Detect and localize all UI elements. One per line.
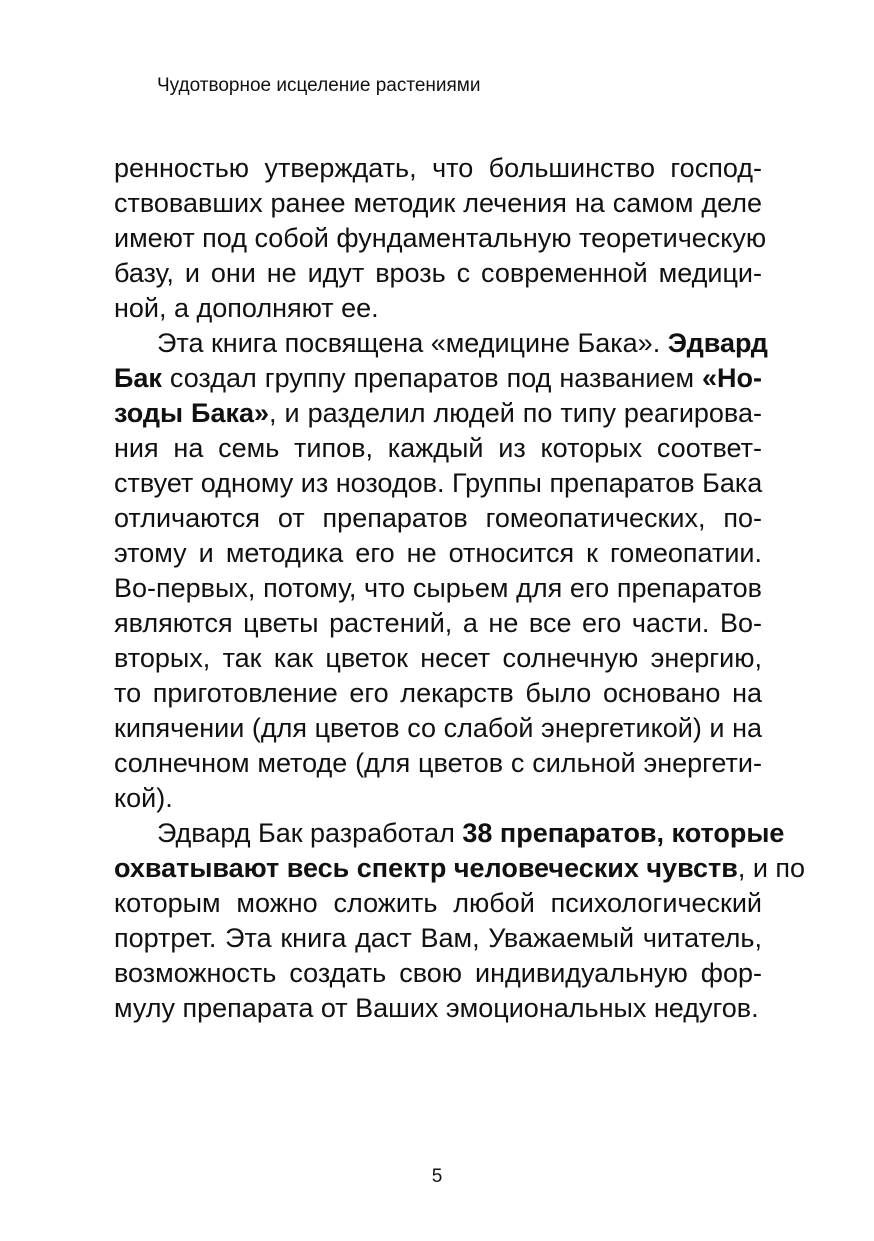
text-run: портрет. Эта книга даст Вам, Уважаемый читатель, xyxy=(114,923,762,953)
text-line xyxy=(114,711,762,746)
text-run: создал группу препаратов под названием xyxy=(161,363,702,393)
text-run: которым можно сложить любой психологический xyxy=(114,888,762,918)
text-line xyxy=(114,991,762,1026)
text-run: кой). xyxy=(114,783,173,813)
text-line xyxy=(114,816,785,851)
text-run: возможность создать свою индивидуальную фор- xyxy=(114,958,762,988)
text-run: имеют под собой фундаментальную теоретическую xyxy=(114,223,767,253)
text-line xyxy=(114,641,762,676)
text-run: Эдвард Бак разработал xyxy=(157,818,463,848)
text-run: ной, а дополняют ее. xyxy=(114,293,379,323)
text-line xyxy=(114,326,768,361)
text-run: , и по xyxy=(737,853,806,883)
text-run: Эта книга посвящена «медицине Бака». xyxy=(157,328,668,358)
text-line xyxy=(114,606,762,641)
paragraph xyxy=(114,816,806,1026)
text-run: ния на семь типов, каждый из которых соответ- xyxy=(114,433,762,463)
text-run: ренностью утверждать, что большинство господ- xyxy=(114,153,762,183)
text-line xyxy=(114,396,762,431)
text-line xyxy=(114,361,762,396)
bold-text: Эдвард xyxy=(667,328,768,358)
text-line xyxy=(114,501,762,536)
text-run: базу, и они не идут врозь с современной медици- xyxy=(114,258,762,288)
text-line xyxy=(114,186,762,221)
text-line xyxy=(114,256,762,291)
bold-text: «Но- xyxy=(702,363,762,393)
body-text xyxy=(114,151,806,1026)
text-run: солнечном методе (для цветов с сильной энергети- xyxy=(114,748,762,778)
text-run: Во-первых, потому, что сырьем для его препаратов xyxy=(114,573,762,603)
text-line xyxy=(114,431,762,466)
text-line xyxy=(114,921,762,956)
text-run: мулу препарата от Ваших эмоциональных недугов. xyxy=(114,993,759,1023)
bold-text: Бак xyxy=(114,363,162,393)
text-line xyxy=(114,746,762,781)
text-run: то приготовление его лекарств было основано на xyxy=(114,678,762,708)
text-run: ствовавших ранее методик лечения на самом деле xyxy=(114,188,762,218)
text-run: кипячении (для цветов со слабой энергетикой) и на xyxy=(114,713,762,743)
bold-text: 38 препаратов, которые xyxy=(462,818,785,848)
text-line xyxy=(114,851,806,886)
text-line xyxy=(114,151,762,186)
text-run: отличаются от препаратов гомеопатических, по- xyxy=(114,503,762,533)
bold-text: охватывают весь спектр человеческих чувств xyxy=(114,853,738,883)
text-line xyxy=(114,291,762,326)
text-line xyxy=(114,571,762,606)
running-header: Чудотворное исцеление растениями xyxy=(157,75,481,96)
page-number: 5 xyxy=(431,1166,443,1187)
text-line xyxy=(114,676,762,711)
text-line xyxy=(114,536,762,571)
paragraph xyxy=(114,151,767,326)
text-run: вторых, так как цветок несет солнечную энергию, xyxy=(114,643,762,673)
text-run: являются цветы растений, а не все его части. Во- xyxy=(114,608,762,638)
text-line xyxy=(114,956,762,991)
text-run: ствует одному из нозодов. Группы препаратов Бака xyxy=(114,468,763,498)
text-line xyxy=(114,221,767,256)
text-line xyxy=(114,886,762,921)
text-line xyxy=(114,466,762,501)
text-line xyxy=(114,781,762,816)
text-run: , и разделил людей по типу реагирова- xyxy=(269,398,762,428)
text-run: этому и методика его не относится к гомеопатии. xyxy=(114,538,762,568)
bold-text: зоды Бака» xyxy=(114,398,270,428)
paragraph xyxy=(114,326,768,816)
